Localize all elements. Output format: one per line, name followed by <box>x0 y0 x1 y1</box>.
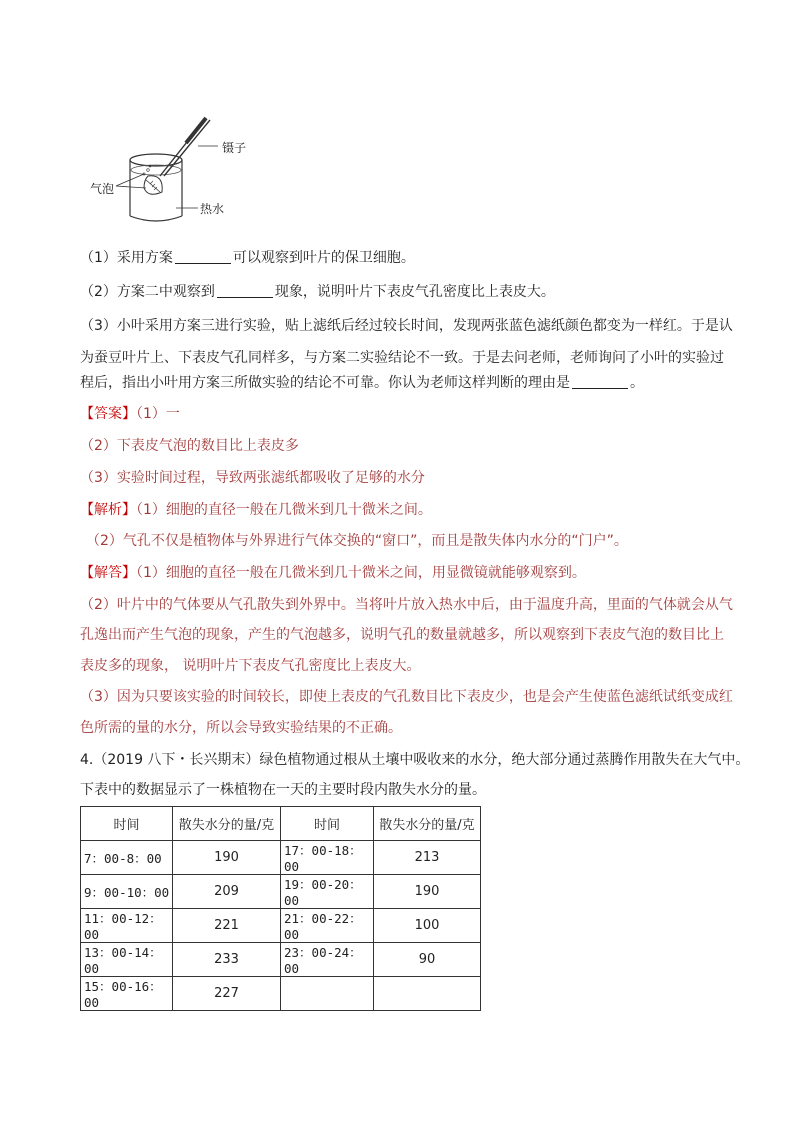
table-row <box>81 977 481 1011</box>
solution-line-3: 孔逸出而产生气泡的现象，产生的气泡越多，说明气孔的数量就越多，所以观察到下表皮气泡的数目比上 <box>80 627 724 643</box>
table-cell: 11：00-12：00 <box>81 909 173 943</box>
water-loss-table <box>80 806 481 1011</box>
question-4-line-2: 下表中的数据显示了一株植物在一天的主要时段内散失水分的量。 <box>80 782 486 798</box>
table-header: 时间 <box>81 807 173 841</box>
answer-blank-2[interactable] <box>217 283 273 298</box>
table-cell: 227 <box>173 977 281 1011</box>
table-cell <box>281 977 374 1011</box>
table-cell: 221 <box>173 909 281 943</box>
table-row <box>81 875 481 909</box>
table-cell: 213 <box>374 841 481 875</box>
question-2: （2）方案二中观察到 现象，说明叶片下表皮气孔密度比上表皮大。 <box>80 284 555 300</box>
table-row <box>81 909 481 943</box>
label-bubbles: 气泡 <box>90 182 115 196</box>
table-cell: 7：00-8：00 <box>81 841 173 875</box>
table-cell: 233 <box>173 943 281 977</box>
solution-line-6: 色所需的量的水分，所以会导致实验结果的不正确。 <box>80 720 402 736</box>
table-cell: 9：00-10：00 <box>81 875 173 909</box>
answer-line-2: （2）下表皮气泡的数目比上表皮多 <box>80 438 299 454</box>
analysis-line-2: （2）气孔不仅是植物体与外界进行气体交换的“窗口”，而且是散失体内水分的“门户”。 <box>86 533 628 549</box>
table-cell: 90 <box>374 943 481 977</box>
solution-tag: 【解答】 <box>80 565 136 581</box>
table-cell: 100 <box>374 909 481 943</box>
question-1: （1）采用方案 可以观察到叶片的保卫细胞。 <box>80 250 415 266</box>
table-cell: 13：00-14：00 <box>81 943 173 977</box>
table-cell: 190 <box>173 841 281 875</box>
question-4-line-1: 4.（2019 八下・长兴期末）绿色植物通过根从土壤中吸收来的水分，绝大部分通过蒸腾作用散失在大气中。 <box>80 752 750 768</box>
solution-line-2: （2）叶片中的气体要从气孔散失到外界中。当将叶片放入热水中后，由于温度升高，里面的气体就会从气 <box>80 597 733 613</box>
table-cell: 17：00-18：00 <box>281 841 374 875</box>
solution-line-5: （3）因为只要该实验的时间较长，即使上表皮的气孔数目比下表皮少，也是会产生使蓝色滤纸试纸变成红 <box>80 689 733 705</box>
table-cell: 15：00-16：00 <box>81 977 173 1011</box>
table-cell: 21：00-22：00 <box>281 909 374 943</box>
table-cell: 190 <box>374 875 481 909</box>
table-cell <box>374 977 481 1011</box>
table-header: 散失水分的量/克 <box>374 807 481 841</box>
table-header: 散失水分的量/克 <box>173 807 281 841</box>
table-cell: 19：00-20：00 <box>281 875 374 909</box>
label-tweezers: 镊子 <box>222 141 247 155</box>
analysis-tag: 【解析】 <box>80 502 136 518</box>
answer-line-1: 【答案】（1）一 <box>80 406 180 422</box>
table-header: 时间 <box>281 807 374 841</box>
table-cell: 209 <box>173 875 281 909</box>
answer-line-3: （3）实验时间过程，导致两张滤纸都吸收了足够的水分 <box>80 470 425 486</box>
table-row <box>81 943 481 977</box>
answer-tag: 【答案】 <box>80 406 136 422</box>
solution-line-4: 表皮多的现象， 说明叶片下表皮气孔密度比上表皮大。 <box>80 658 421 674</box>
analysis-line-1: 【解析】（1）细胞的直径一般在几微米到几十微米之间。 <box>80 502 432 518</box>
table-header-row <box>81 807 481 841</box>
answer-blank-3[interactable] <box>572 374 628 389</box>
question-3-line-2: 为蚕豆叶片上、下表皮气孔同样多，与方案二实验结论不一致。于是去问老师，老师询问了小叶的实验过 <box>80 350 724 366</box>
table-cell: 23：00-24：00 <box>281 943 374 977</box>
answer-blank-1[interactable] <box>175 249 231 264</box>
question-3-line-3: 程后，指出小叶用方案三所做实验的结论不可靠。你认为老师这样判断的理由是 。 <box>80 375 644 391</box>
label-hot-water: 热水 <box>200 202 225 216</box>
question-3-line-1: （3）小叶采用方案三进行实验，贴上滤纸后经过较长时间，发现两张蓝色滤纸颜色都变为一样红。于是认 <box>80 318 733 334</box>
solution-line-1: 【解答】（1）细胞的直径一般在几微米到几十微米之间，用显微镜就能够观察到。 <box>80 565 586 581</box>
table-row <box>81 841 481 875</box>
